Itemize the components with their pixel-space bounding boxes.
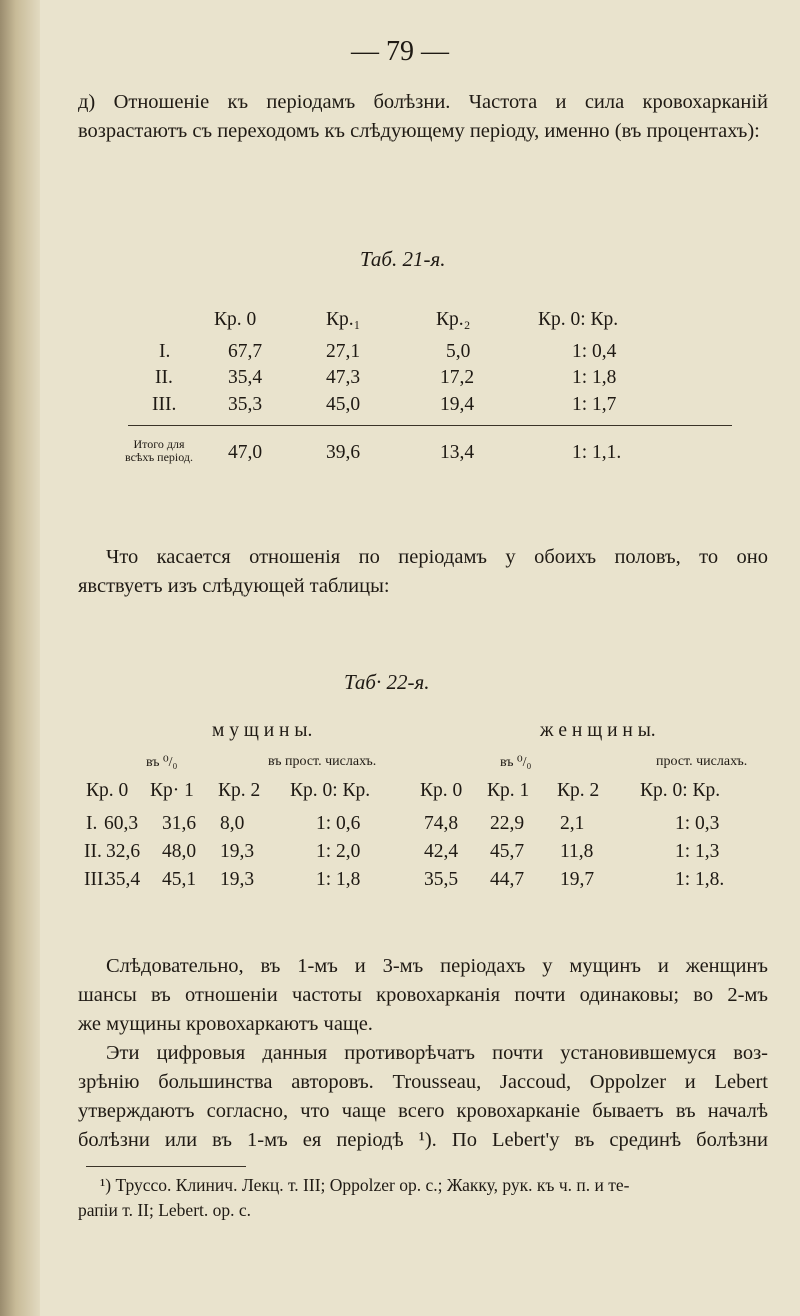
- body-line-6: утверждаютъ согласно, что чаще всего кровохарканіе бываетъ въ началѣ: [78, 1100, 768, 1122]
- t22-row1-c4: 1: 0,6: [316, 813, 361, 834]
- t22-row3-c2: 45,1: [162, 869, 197, 890]
- t21-row1-label: I.: [159, 341, 171, 362]
- t22-row3-c4: 1: 1,8: [316, 869, 361, 890]
- t21-row3-c3: 19,4: [440, 394, 475, 415]
- t21-row2-label: II.: [155, 367, 173, 388]
- body-line-1: Слѣдовательно, въ 1-мъ и 3-мъ періодахъ у мущинъ и женщинъ: [106, 955, 768, 977]
- t22-row3-c8: 1: 1,8.: [675, 869, 725, 890]
- intro-paragraph: [78, 88, 768, 146]
- t21-row1-c4: 1: 0,4: [572, 341, 617, 362]
- t22-row2-c6: 45,7: [490, 841, 525, 862]
- t21-row3-label: III.: [152, 394, 177, 415]
- footnote: [78, 1173, 768, 1223]
- t22-row1-c5: 74,8: [424, 813, 459, 834]
- t21-row1-c3: 5,0: [446, 341, 471, 362]
- t21-row1-c2: 27,1: [326, 341, 361, 362]
- t22-row1-c1: 60,3: [104, 813, 139, 834]
- t21-row2-c1: 35,4: [228, 367, 263, 388]
- t21-row3-c1: 35,3: [228, 394, 263, 415]
- t22-row3-label: III.: [84, 869, 109, 890]
- t22-row2-c8: 1: 1,3: [675, 841, 720, 862]
- t21-total-c1: 47,0: [228, 442, 263, 463]
- t22-row2-c7: 11,8: [560, 841, 594, 862]
- t22-row3-c3: 19,3: [220, 869, 255, 890]
- t22-row2-c1: 32,6: [106, 841, 141, 862]
- t22-row3-c6: 44,7: [490, 869, 525, 890]
- body-line-3: же мущины кровохаркаютъ чаще.: [78, 1013, 373, 1035]
- t22-men-title: м у щ и н ы.: [212, 720, 313, 741]
- t22-row1-c2: 31,6: [162, 813, 197, 834]
- t21-row2-c4: 1: 1,8: [572, 367, 617, 388]
- body-line-5: зрѣнію большинства авторовъ. Trousseau, Jaccoud, Oppolzer и Lebert: [78, 1071, 768, 1093]
- t22-header-w-kr0: Кр. 0: [420, 780, 463, 801]
- t21-total-c3: 13,4: [440, 442, 475, 463]
- t22-row2-c5: 42,4: [424, 841, 459, 862]
- t21-total-c4: 1: 1,1.: [572, 442, 622, 463]
- body-line-7: болѣзни или въ 1-мъ ея періодѣ ¹). По Lebert'у въ срединѣ болѣзни: [78, 1129, 768, 1151]
- t21-total-label-line1: Итого для: [133, 437, 185, 451]
- t22-women-sub-abs: прост. числахъ.: [656, 754, 748, 769]
- footnote-line-2: рапіи т. II; Lebert. op. c.: [78, 1200, 252, 1220]
- t22-women-title: ж е н щ и н ы.: [540, 720, 656, 741]
- t22-row1-c6: 22,9: [490, 813, 525, 834]
- t22-header-w-kr1: Кр. 1: [487, 780, 530, 801]
- table21-caption: Таб. 21-я.: [360, 247, 446, 271]
- intro-line-1: д) Отношеніе къ періодамъ болѣзни. Частота и сила кровохарканій: [78, 91, 768, 113]
- t22-row2-c3: 19,3: [220, 841, 255, 862]
- t22-row2-label: II.: [84, 841, 102, 862]
- t21-row1-c1: 67,7: [228, 341, 263, 362]
- t22-row1-c3: 8,0: [220, 813, 245, 834]
- mid-paragraph: [78, 543, 768, 601]
- t21-header-kr1: Кр.₁: [326, 309, 361, 330]
- t22-row3-c7: 19,7: [560, 869, 595, 890]
- t21-total-label: [115, 438, 203, 464]
- footnote-rule: [86, 1166, 246, 1167]
- t22-header-w-ratio: Кр. 0: Кр.: [640, 780, 721, 801]
- t22-row3-c5: 35,5: [424, 869, 459, 890]
- t22-header-w-kr2: Кр. 2: [557, 780, 600, 801]
- t22-women-sub-pct: въ ⁰/₀: [500, 755, 532, 770]
- t22-row2-c2: 48,0: [162, 841, 197, 862]
- page-edge-shadow: [0, 0, 40, 1316]
- t22-row1-c7: 2,1: [560, 813, 585, 834]
- body-paragraph: [78, 952, 768, 1155]
- t21-row3-c2: 45,0: [326, 394, 361, 415]
- t22-header-m-ratio: Кр. 0: Кр.: [290, 780, 371, 801]
- t22-header-m-kr0: Кр. 0: [86, 780, 129, 801]
- t22-row1-label: I.: [86, 813, 98, 834]
- body-line-4: Эти цифровыя данныя противорѣчатъ почти установившемуся воз-: [106, 1042, 768, 1064]
- body-line-2: шансы въ отношеніи частоты кровохарканія почти одинаковы; во 2-мъ: [78, 984, 768, 1006]
- t21-total-label-line2: всѣхъ період.: [124, 450, 194, 464]
- t21-header-kr0: Кр. 0: [214, 309, 257, 330]
- t22-row2-c4: 1: 2,0: [316, 841, 361, 862]
- t21-total-c2: 39,6: [326, 442, 361, 463]
- t21-header-kr2: Кр.₂: [436, 309, 471, 330]
- mid-line-1: Что касается отношенія по періодамъ у обоихъ половъ, то оно: [106, 546, 768, 568]
- t22-men-sub-pct: въ ⁰/₀: [146, 755, 178, 770]
- t21-row3-c4: 1: 1,7: [572, 394, 617, 415]
- t22-men-sub-abs: въ прост. числахъ.: [268, 754, 377, 769]
- t22-row3-c1: 35,4: [106, 869, 141, 890]
- t21-header-ratio: Кр. 0: Кр.: [538, 309, 619, 330]
- t22-header-m-kr1: Кр· 1: [150, 780, 194, 801]
- t21-row2-c2: 47,3: [326, 367, 361, 388]
- table22-caption: Таб· 22-я.: [344, 670, 430, 694]
- intro-line-2: возрастаютъ съ переходомъ къ слѣдующему періоду, именно (въ процентахъ):: [78, 120, 760, 142]
- t21-row2-c3: 17,2: [440, 367, 475, 388]
- t22-header-m-kr2: Кр. 2: [218, 780, 261, 801]
- t22-row1-c8: 1: 0,3: [675, 813, 720, 834]
- t21-total-rule: [128, 425, 732, 426]
- footnote-line-1: ¹) Труссо. Клинич. Лекц. т. III; Oppolzer op. c.; Жакку, рук. къ ч. п. и те-: [100, 1175, 630, 1195]
- mid-line-2: явствуетъ изъ слѣдующей таблицы:: [78, 575, 390, 597]
- page-number: — 79 —: [351, 36, 449, 67]
